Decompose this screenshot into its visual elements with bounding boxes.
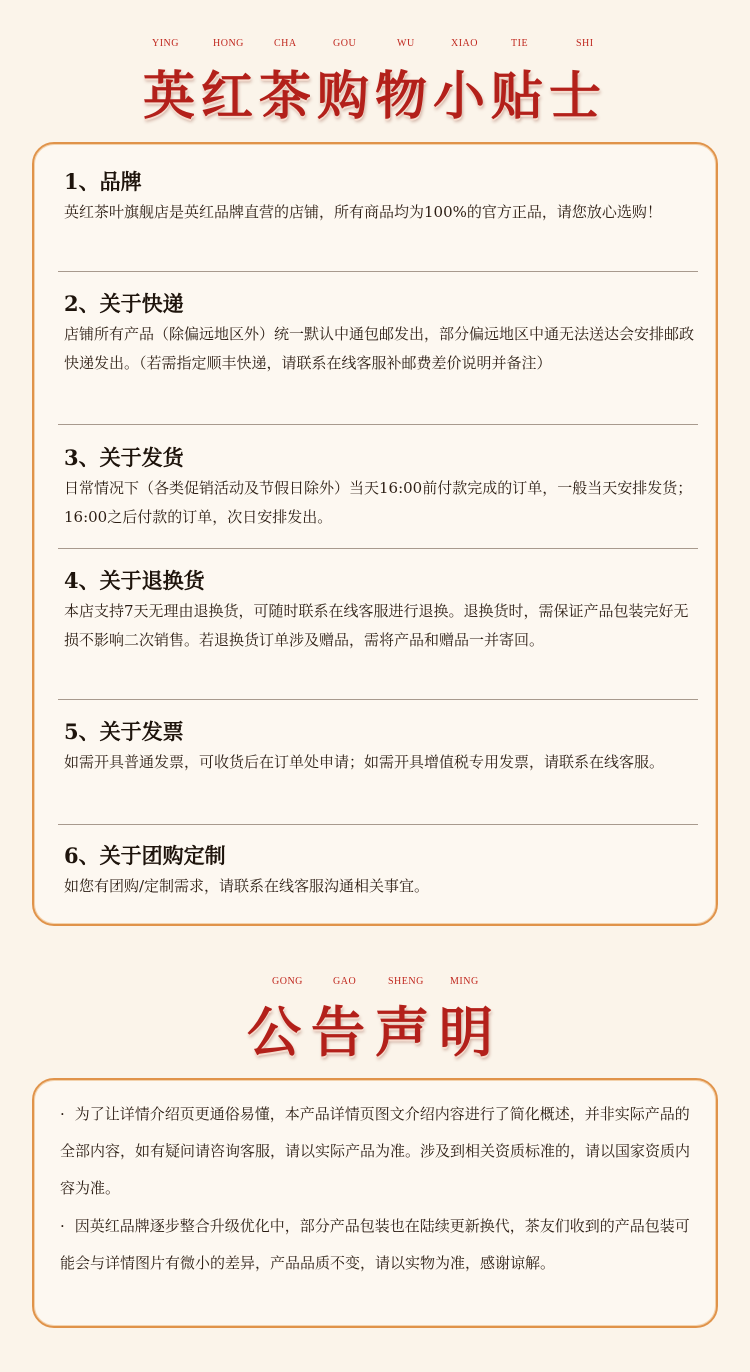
pinyin-tie: TIE	[511, 38, 529, 49]
section-text: 如需开具普通发票，可收货后在订单处申请；如需开具增值税专用发票，请联系在线客服。	[64, 753, 665, 771]
bullet: ·	[60, 1105, 65, 1123]
announcement-card	[32, 1078, 718, 1328]
pinyin-ming: MING	[450, 976, 479, 987]
divider	[58, 424, 698, 425]
pinyin-shi: SHI	[576, 38, 594, 49]
section-title: 3、关于发货	[64, 445, 184, 470]
pinyin-wu: WU	[397, 38, 415, 49]
shopping-tips-title: 英红茶购物小贴士	[142, 66, 607, 127]
section-title: 5、关于发票	[64, 719, 184, 744]
section-returns	[64, 567, 694, 655]
notice-text: 因英红品牌逐步整合升级优化中，部分产品包装也在陆续更新换代，茶友们收到的产品包装可能会与详情图片有微小的差异，产品品质不变，请以实物为准，感谢谅解。	[60, 1217, 690, 1272]
announcement-title: 公告声明	[247, 1000, 503, 1064]
pinyin-hong: HONG	[213, 38, 244, 49]
notice-item	[60, 1208, 696, 1282]
divider	[58, 699, 698, 700]
section-shipping-courier	[64, 290, 694, 378]
bullet: ·	[60, 1217, 65, 1235]
shopping-tips-card	[32, 142, 718, 926]
divider	[58, 271, 698, 272]
section-text: 如您有团购/定制需求，请联系在线客服沟通相关事宜。	[64, 877, 430, 895]
section-title: 1、品牌	[64, 169, 142, 194]
pinyin-gou: GOU	[333, 38, 357, 49]
divider	[58, 548, 698, 549]
section-text: 本店支持7天无理由退换货，可随时联系在线客服进行退换。退换货时，需保证产品包装完好无损不影响二次销售。若退换货订单涉及赠品，需将产品和赠品一并寄回。	[64, 602, 689, 649]
pinyin-gong: GONG	[272, 976, 303, 987]
section-dispatch	[64, 444, 694, 532]
section-title: 2、关于快递	[64, 291, 184, 316]
section-group-purchase	[64, 842, 694, 901]
section-title: 4、关于退换货	[64, 568, 205, 593]
section-text: 日常情况下（各类促销活动及节假日除外）当天16:00前付款完成的订单，一般当天安排发货；16:00之后付款的订单，次日安排发出。	[64, 479, 693, 526]
pinyin-ying: YING	[152, 38, 179, 49]
section-text: 店铺所有产品（除偏远地区外）统一默认中通包邮发出，部分偏远地区中通无法送达会安排邮政快递发出。（若需指定顺丰快递，请联系在线客服补邮费差价说明并备注）	[64, 325, 695, 372]
section-brand	[64, 168, 694, 227]
notice-item	[60, 1096, 696, 1207]
section-text: 英红茶叶旗舰店是英红品牌直营的店铺，所有商品均为100%的官方正品，请您放心选购！	[64, 203, 662, 221]
tips-pinyin-row	[0, 38, 750, 54]
pinyin-gao: GAO	[333, 976, 357, 987]
section-invoice	[64, 718, 694, 777]
pinyin-sheng: SHENG	[388, 976, 424, 987]
section-title: 6、关于团购定制	[64, 843, 226, 868]
pinyin-cha: CHA	[274, 38, 297, 49]
divider	[58, 824, 698, 825]
notice-text: 为了让详情介绍页更通俗易懂，本产品详情页图文介绍内容进行了简化概述，并非实际产品的全部内容，如有疑问请咨询客服，请以实际产品为准。涉及到相关资质标准的，请以国家资质内容为准。	[60, 1105, 691, 1197]
pinyin-xiao: XIAO	[451, 38, 478, 49]
